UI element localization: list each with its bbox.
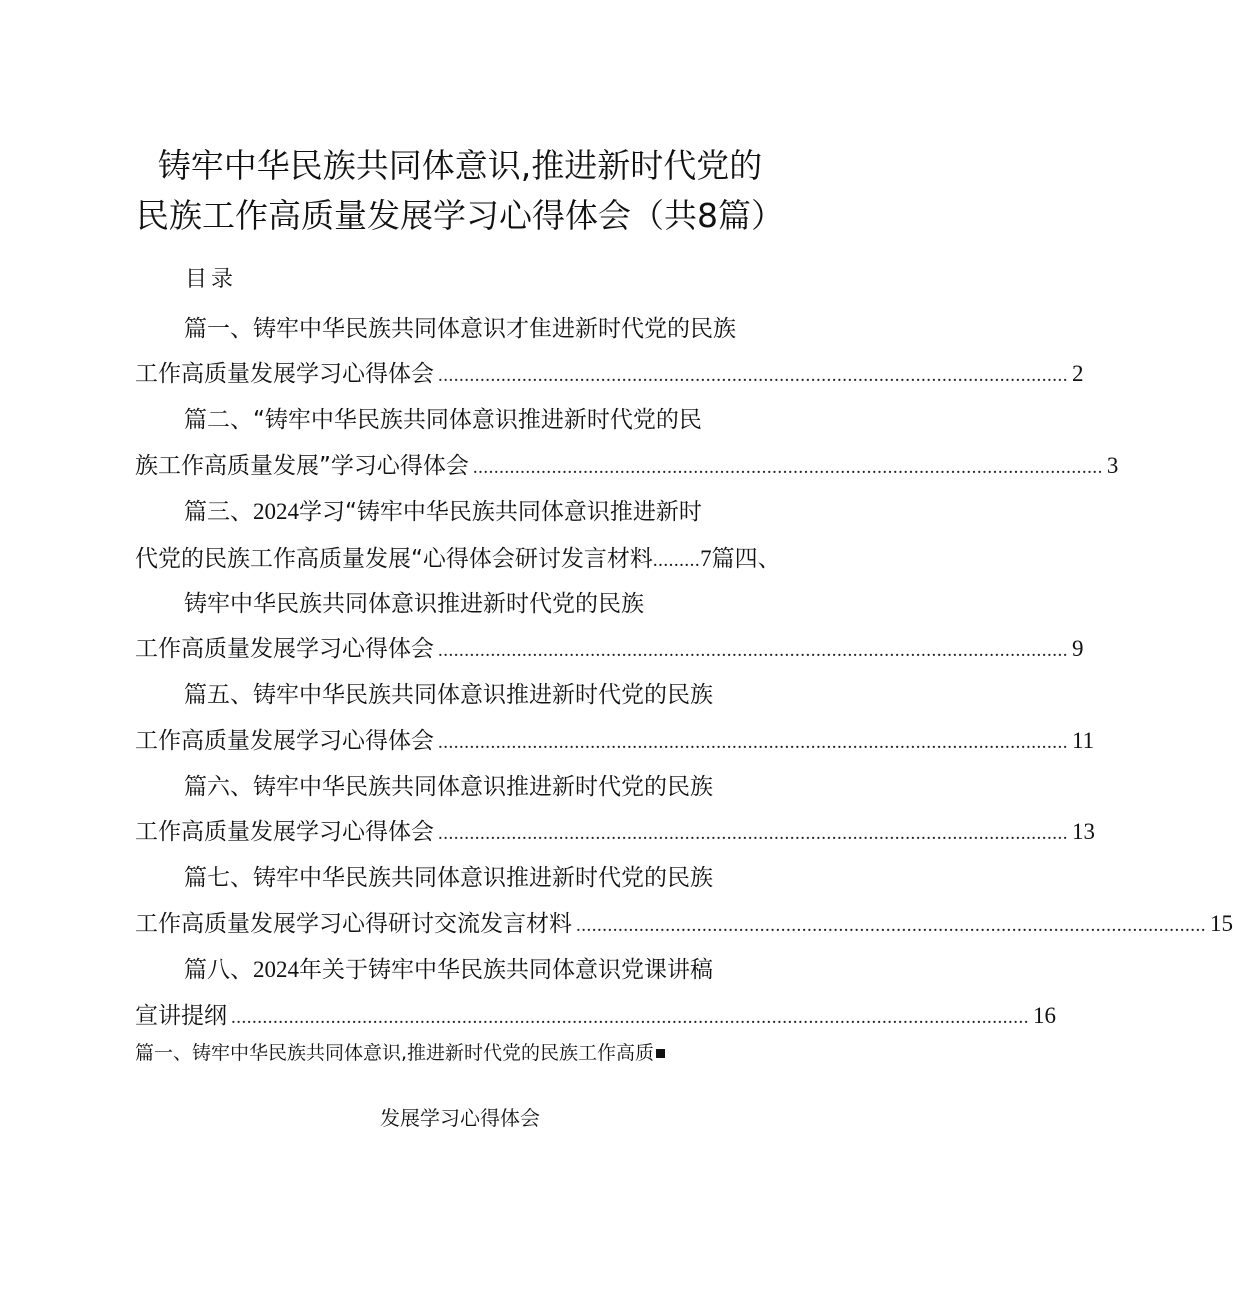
toc-entry-8-title-end: 宣讲提纲	[135, 1003, 227, 1029]
toc-entry-6-line-1[interactable]: 篇六、铸牢中华民族共同体意识推进新时代党的民族	[184, 774, 713, 800]
document-title-line-1: 铸牢中华民族共同体意识,推进新时代党的	[157, 146, 763, 185]
toc-entry-3-line-1[interactable]	[184, 493, 702, 526]
toc-entry-3-page: 7	[700, 546, 712, 571]
toc-entry-2-page: 3	[1106, 453, 1119, 478]
toc-entry-7-line-1[interactable]: 篇七、铸牢中华民族共同体意识推进新时代党的民族	[184, 865, 713, 891]
toc-entry-7-page: 15	[1210, 911, 1233, 936]
toc-entry-4-line-1[interactable]: 铸牢中华民族共同体意识推进新时代党的民族	[184, 591, 644, 617]
toc-entry-8-line-2[interactable]	[135, 997, 1056, 1030]
toc-entry-2-title-end: 族工作高质量发展”学习心得体会	[135, 453, 469, 479]
toc-entry-8-leader: ........................................................................................................................................................	[231, 1007, 1029, 1028]
toc-entry-5-leader: ........................................................................................................................	[438, 732, 1068, 753]
toc-entry-3-title-end: 代党的民族工作高质量发展“心得体会研讨发言材料	[135, 546, 653, 572]
toc-entry-4-title-end: 工作高质量发展学习心得体会	[135, 636, 434, 662]
toc-entry-3-year: 2024	[253, 499, 299, 524]
toc-entry-3-line-2[interactable]	[135, 540, 781, 573]
toc-entry-8-page: 16	[1033, 1003, 1056, 1028]
toc-entry-4-page: 9	[1072, 636, 1084, 661]
toc-entry-6-title-end: 工作高质量发展学习心得体会	[135, 819, 434, 845]
toc-entry-1-line-1[interactable]: 篇一、铸牢中华民族共同体意识才隹进新时代党的民族	[184, 316, 736, 342]
toc-entry-5-line-1[interactable]: 篇五、铸牢中华民族共同体意识推进新时代党的民族	[184, 682, 713, 708]
toc-entry-2-line-1[interactable]: 篇二、“铸牢中华民族共同体意识推进新时代党的民	[184, 407, 702, 433]
toc-entry-5-title-end: 工作高质量发展学习心得体会	[135, 728, 434, 754]
toc-entry-8-rest: 年关于铸牢中华民族共同体意识党课讲稿	[299, 957, 713, 983]
toc-entry-4-prefix: 篇四、	[711, 546, 781, 572]
toc-entry-3-leader: .........	[652, 550, 701, 571]
toc-entry-8-line-1[interactable]	[184, 951, 713, 984]
toc-entry-1-line-2[interactable]	[135, 355, 1084, 388]
square-bullet-icon	[656, 1049, 665, 1058]
section-heading-text: 篇一、铸牢中华民族共同体意识,推进新时代党的民族工作高质	[135, 1042, 655, 1064]
toc-entry-5-line-2[interactable]	[135, 722, 1095, 755]
toc-entry-7-title-end: 工作高质量发展学习心得研讨交流发言材料	[135, 911, 572, 937]
toc-entry-6-page: 13	[1072, 819, 1095, 844]
toc-heading: 目录	[185, 267, 238, 292]
toc-entry-1-leader: ........................................................................................................................	[438, 365, 1068, 386]
toc-entry-8-year: 2024	[253, 957, 299, 982]
toc-entry-6-line-2[interactable]	[135, 813, 1095, 846]
toc-entry-7-leader: ........................................................................................................................	[576, 915, 1206, 936]
toc-entry-6-leader: ........................................................................................................................	[438, 823, 1068, 844]
toc-entry-2-line-2[interactable]	[135, 447, 1119, 480]
toc-entry-1-page: 2	[1072, 361, 1084, 386]
toc-entry-2-leader: ........................................................................................................................	[472, 457, 1103, 478]
toc-entry-7-line-2[interactable]	[135, 905, 1233, 938]
toc-entry-3-rest: 学习“铸牢中华民族共同体意识推进新时	[299, 499, 702, 525]
section-subheading: 发展学习心得体会	[380, 1106, 540, 1130]
document-title-line-2: 民族工作高质量发展学习心得体会（共8篇）	[136, 196, 784, 235]
toc-entry-5-page: 11	[1072, 728, 1095, 753]
toc-entry-1-title-end: 工作高质量发展学习心得体会	[135, 361, 434, 387]
section-heading	[135, 1038, 665, 1065]
toc-entry-3-prefix: 篇三、	[184, 499, 253, 525]
toc-entry-4-line-2[interactable]	[135, 630, 1084, 663]
toc-entry-4-leader: ........................................................................................................................	[438, 640, 1068, 661]
toc-entry-8-prefix: 篇八、	[184, 957, 253, 983]
